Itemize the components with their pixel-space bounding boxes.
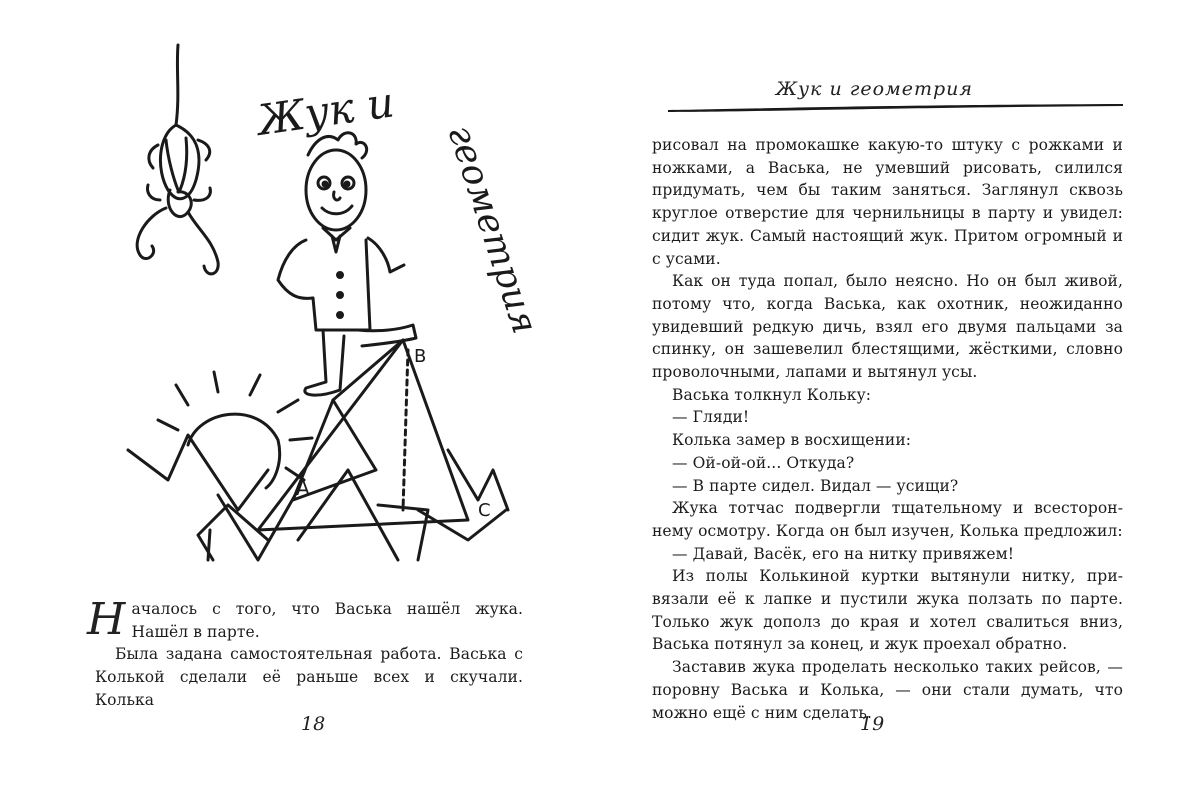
running-head [668,76,1123,116]
right-paragraph-1: рисовал на промокашке какую-то штуку с рожками и ножками, а Васька, не умевший рисовать, силился придумать, чем бы таким заняться. Заглянул сквозь круглое отверстие для чернильницы в парту и увидел: сидит жук. Самый настоящий жук. Притом огромный и с усами. [652,136,1123,268]
right-paragraph-4: — Гляди! [672,408,750,427]
right-paragraph-5: Колька замер в восхищении: [672,431,912,450]
running-head-title: Жук и геометрия [775,78,973,100]
left-page-number: 18 [301,713,326,735]
triangles-drawing [258,340,468,530]
running-head-rule [668,102,1123,114]
right-paragraph-3: Васька толкнул Кольку: [672,385,872,404]
dropcap-letter: Н [87,594,126,645]
right-page-text [652,134,1123,724]
right-paragraph-8: Жука тотчас подвергли тщательному и всестороннему осмотру. Когда он был изучен, Колька предложил: [652,499,1123,540]
spider-drawing [137,45,218,274]
right-paragraph-11: Заставив жука проделать несколько таких рейсов, — поровну Васька и Колька, — они стали думать, что можно ещё с ним сделать. [652,658,1123,722]
sun-drawing [158,372,312,488]
point-c-label: C [478,500,491,521]
chapter-illustration [118,40,546,570]
point-b-label: B [414,346,427,367]
left-paragraph-1-text: ачалось с того, что Васька нашёл жука. Нашёл в парте. [131,600,523,641]
right-paragraph-9: — Давай, Васёк, его на нитку привяжем! [672,544,1015,563]
illustration-title-part1: Жук и [254,77,398,145]
point-a-label: A [296,476,310,500]
right-paragraph-2: Как он туда попал, было неясно. Но он был живой, потому что, когда Васька, как охотник, неожиданно увидевший редкую дичь, взял его двумя пальцами за спинку, он зашевелил блестящими, жёсткими, словно проволочными, лапами и вытянул усы. [652,272,1123,382]
boy-drawing [278,133,416,395]
left-page-text [87,594,523,712]
left-paragraph-2: Была задана самостоятельная работа. Васька с Колькой сделали её раньше всех и скучали. Колька [95,645,523,709]
right-paragraph-6: — Ой-ой-ой... Откуда? [672,453,855,472]
right-paragraph-7: — В парте сидел. Видал — усищи? [672,476,959,495]
right-paragraph-10: Из полы Колькиной куртки вытянули нитку, привязали её к лапке и пустили жука ползать по парте. Только жук дополз до края и хотел свалиться вниз, Васька потянул за конец, и жук проехал обратно. [652,567,1123,654]
illustration-title-part2: геометрия [439,120,546,339]
left-paragraph-1 [87,594,523,645]
right-page-number: 19 [860,713,885,735]
